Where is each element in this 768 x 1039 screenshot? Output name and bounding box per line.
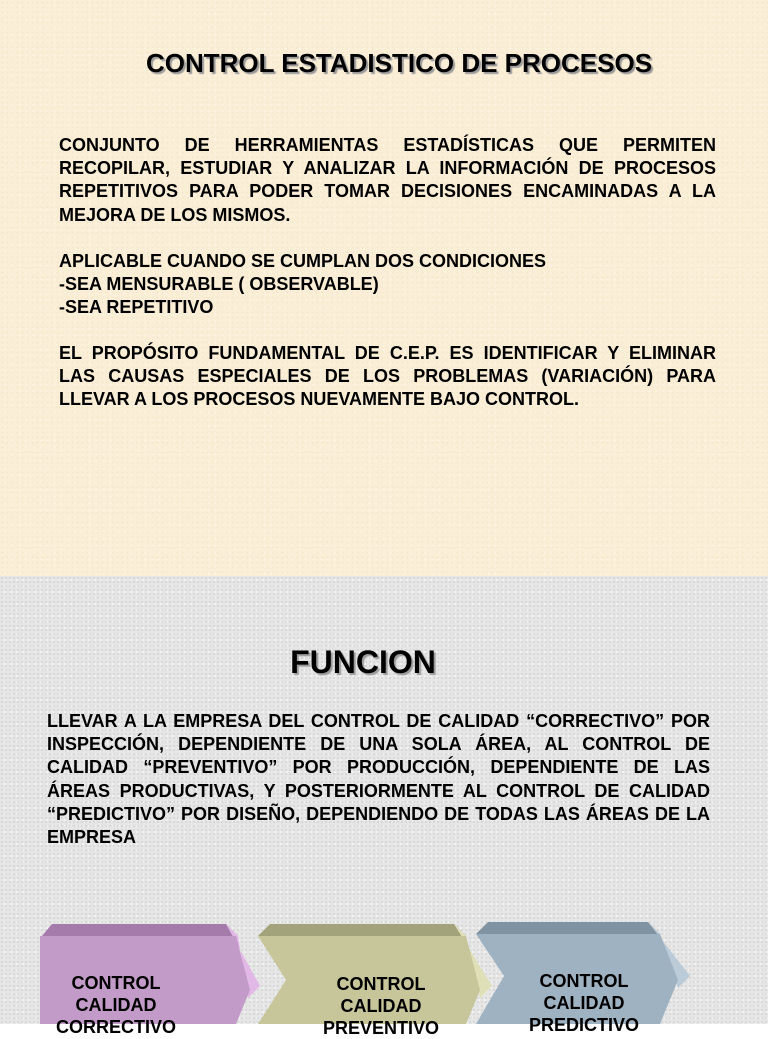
purpose-paragraph: EL PROPÓSITO FUNDAMENTAL DE C.E.P. ES IDENTIFICAR Y ELIMINAR LAS CAUSAS ESPECIALES DE LOS PROBLEMAS (VARIACIÓN) PARA LLEVAR A LOS PROCESOS NUEVAMENTE BAJO CONTROL. — [59, 343, 716, 410]
condition-item: -SEA REPETITIVO — [59, 297, 214, 318]
function-text-part: POR PRODUCCIÓN, DEPENDIENTE DE LAS ÁREAS PRODUCTIVAS, Y POSTERIORMENTE AL CONTROL DE CALIDAD — [47, 757, 710, 801]
function-text-part: POR DISEÑO, DEPENDIENDO DE TODAS LAS ÁREAS DE LA EMPRESA — [47, 803, 710, 848]
chevron-line: CONTROL — [336, 974, 426, 994]
chevron-top-face — [258, 924, 466, 936]
term-correctivo: “CORRECTIVO” — [526, 711, 665, 731]
function-text-part: POR INSPECCIÓN, DEPENDIENTE DE UNA SOLA ÁREA, AL CONTROL DE CALIDAD — [47, 711, 710, 778]
chevron-top-face — [476, 922, 660, 934]
chevron-preventivo — [256, 922, 492, 1038]
chevron-top-face — [42, 924, 238, 936]
conditions-block — [59, 250, 716, 320]
conditions-heading: APLICABLE CUANDO SE CUMPLAN DOS CONDICIONES — [59, 251, 547, 271]
chevron-line: CALIDAD — [543, 993, 625, 1013]
condition-item: -SEA MENSURABLE ( OBSERVABLE) — [59, 274, 379, 295]
chevron-line: CALIDAD — [340, 996, 422, 1016]
chevron-correctivo — [38, 922, 260, 1037]
chevron-predictivo-label — [474, 970, 694, 1036]
chevron-line: PREVENTIVO — [322, 1018, 440, 1038]
slide-2 — [0, 576, 768, 1038]
slide-1-title: CONTROL ESTADISTICO DE PROCESOS — [145, 48, 653, 78]
chevron-preventivo-label — [256, 973, 506, 1039]
chevron-line: PREDICTIVO — [528, 1015, 639, 1035]
chevron-predictivo — [474, 920, 690, 1035]
chevron-correctivo-label — [38, 972, 194, 1038]
chevron-line: CORRECTIVO — [55, 1017, 176, 1037]
chevron-line: CONTROL — [539, 971, 629, 991]
function-text-part: LLEVAR A LA EMPRESA DEL CONTROL DE CALIDAD — [47, 711, 527, 731]
term-predictivo: “PREDICTIVO” — [47, 803, 176, 824]
function-paragraph — [47, 710, 710, 849]
slide-2-title: FUNCION — [290, 644, 436, 680]
chevron-line: CALIDAD — [75, 995, 157, 1015]
chevron-line: CONTROL — [71, 973, 161, 993]
definition-paragraph: CONJUNTO DE HERRAMIENTAS ESTADÍSTICAS QUE PERMITEN RECOPILAR, ESTUDIAR Y ANALIZAR LA INFORMACIÓN DE PROCESOS REPETITIVOS PARA PODER TOMAR DECISIONES ENCAMINADAS A LA MEJORA DE LOS MISMOS. — [59, 135, 716, 225]
term-preventivo: “PREVENTIVO” — [143, 757, 278, 778]
